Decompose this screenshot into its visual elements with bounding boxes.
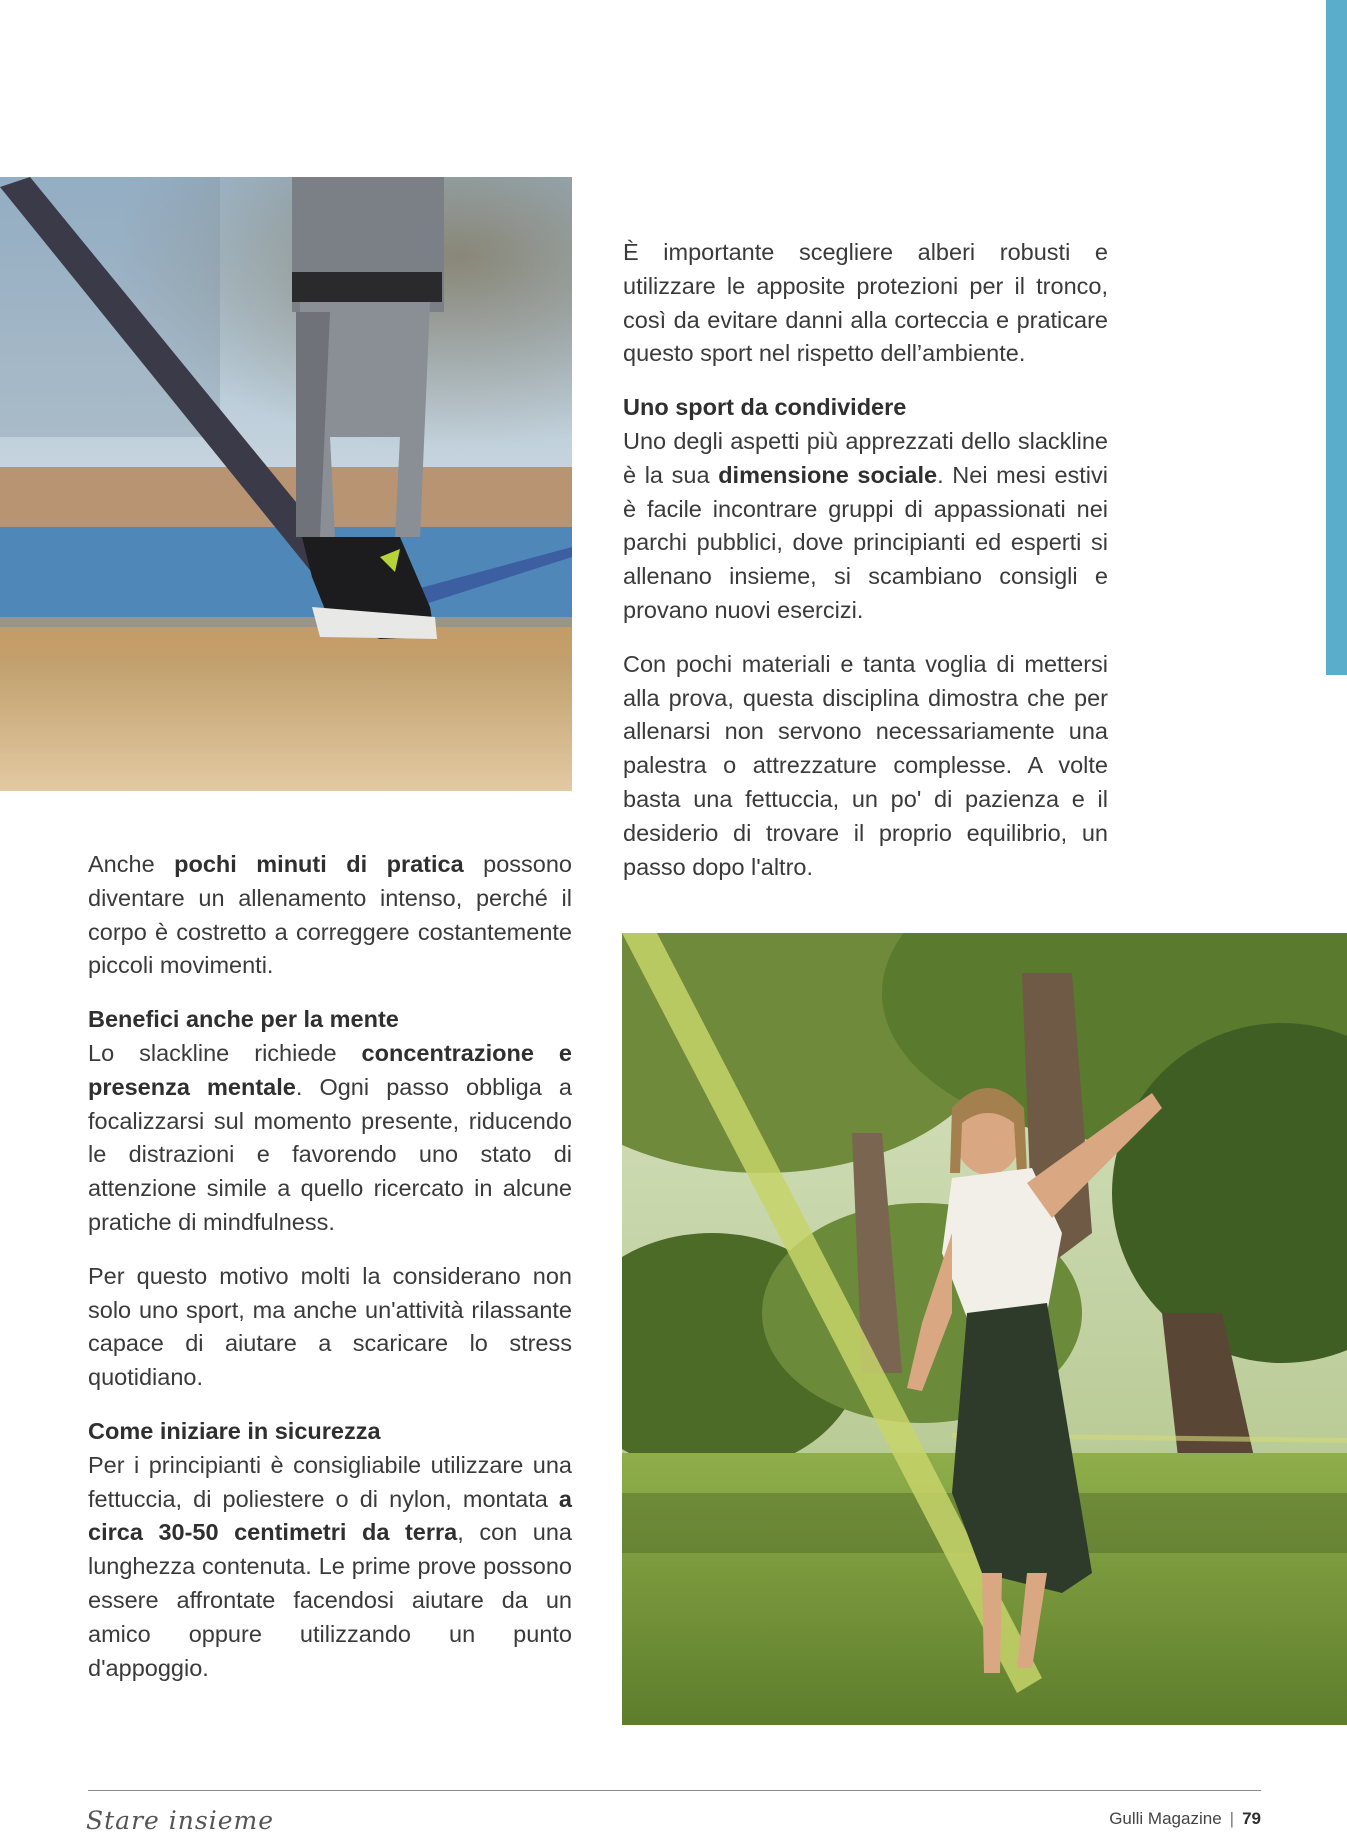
section-name: Stare insieme xyxy=(86,1806,274,1835)
mind-benefits-heading: Benefici anche per la mente xyxy=(88,1006,399,1033)
footer-separator: | xyxy=(1229,1809,1235,1828)
trees-protection-paragraph: È importante scegliere alberi robusti e utilizzare le apposite protezioni per il tronco, così da evitare danni alla corteccia e praticare questo sport nel rispetto dell’ambiente. xyxy=(623,239,1108,367)
safety-heading: Come iniziare in sicurezza xyxy=(88,1417,381,1444)
conclusion-paragraph: Con pochi materiali e tanta voglia di mettersi alla prova, questa disciplina dimostra che per allenarsi non servono necessariamente una palestra o attrezzature complesse. A volte basta una fettuccia, un po' di pazienza e il desiderio di trovare il proprio equilibrio, un passo dopo l'altro. xyxy=(623,650,1108,880)
page-number: 79 xyxy=(1242,1809,1261,1828)
magazine-footer xyxy=(1109,1809,1261,1829)
left-text-column xyxy=(88,848,572,1705)
section-color-tab xyxy=(1326,0,1347,675)
practice-paragraph: Anche pochi minuti di pratica possono diventare un allenamento intenso, perché il corpo è costretto a correggere costantemente piccoli movimenti. xyxy=(88,851,572,979)
beginners-paragraph: Per i principianti è consigliabile utilizzare una fettuccia, di poliestere o di nylon, montata a circa 30-50 centimetri da terra, con una lunghezza contenuta. Le prime prove possono essere affrontate facendosi aiutare da un amico oppure utilizzando un punto d'appoggio. xyxy=(88,1451,572,1681)
slackline-feet-photo xyxy=(0,177,572,791)
right-text-column xyxy=(623,236,1108,904)
relaxing-paragraph: Per questo motivo molti la considerano non solo uno sport, ma anche un'attività rilassante capace di aiutare a scaricare lo stress quotidiano. xyxy=(88,1262,572,1391)
concentration-paragraph: Lo slackline richiede concentrazione e presenza mentale. Ogni passo obbliga a focalizzarsi sul momento presente, riducendo le distrazioni e favorendo uno stato di attenzione simile a quello ricercato in alcune pratiche di mindfulness. xyxy=(88,1039,572,1235)
woman-slackline-park-photo xyxy=(622,933,1347,1725)
magazine-name: Gulli Magazine xyxy=(1109,1809,1222,1828)
social-sport-heading: Uno sport da condividere xyxy=(623,394,907,421)
footer-divider xyxy=(88,1790,1261,1791)
social-dimension-paragraph: Uno degli aspetti più apprezzati dello slackline è la sua dimensione sociale. Nei mesi estivi è facile incontrare gruppi di appassionati nei parchi pubblici, dove principianti ed esperti si allenano insieme, si scambiano consigli e provano nuovi esercizi. xyxy=(623,427,1108,623)
